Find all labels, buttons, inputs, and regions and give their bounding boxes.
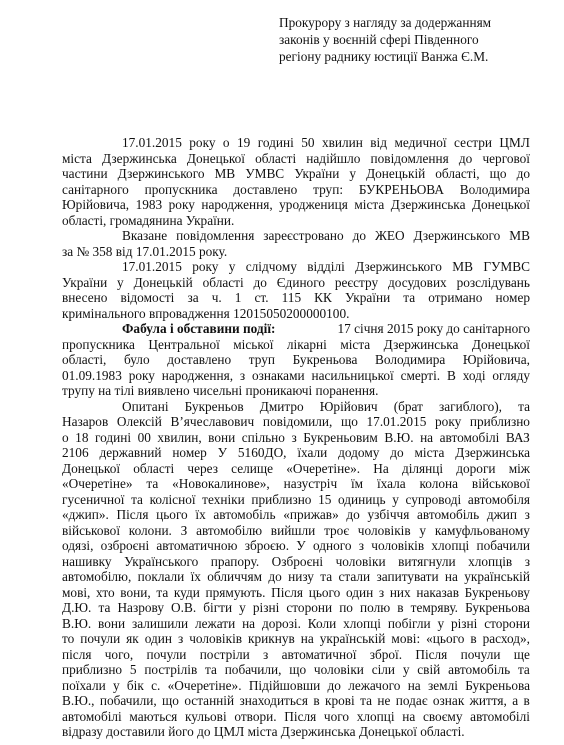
text-line: Вказане повідомлення зареєстровано до ЖЕО Дзержинського МВ bbox=[122, 228, 530, 243]
paragraph-testimony bbox=[62, 399, 530, 740]
text-line: Донецької області через селище «Очеретіне». На ділянці дороги між bbox=[62, 460, 530, 476]
text-line: внесено відомості за ч. 1 ст. 115 КК України та отримано номер bbox=[62, 290, 530, 305]
text-line: «джип». Після цього їх автомобіль «прижав» до узбіччя автомобіль джип з bbox=[62, 507, 530, 522]
text-line: автомобілі маються кульові отвори. Після чого хлопці на своєму автомобілі bbox=[62, 708, 530, 724]
addressee-line: законів у воєнній сфері Південного bbox=[279, 32, 479, 47]
addressee-line: Прокурору з нагляду за додержанням bbox=[279, 15, 492, 30]
text-line: «Очеретіне» та «Новокалинове», назустріч їм їхала колона військової bbox=[62, 476, 530, 491]
text-line: за № 358 від 17.01.2015 року. bbox=[62, 243, 228, 259]
text-line: міста Дзержинська Донецької області надійшло повідомлення до чергової bbox=[62, 150, 530, 166]
text-line: України у Донецькій області до Єдиного реєстру досудових розслідувань bbox=[62, 274, 530, 290]
text-line: військової колони. З автомобілю вийшли троє чоловіків у камуфльованому bbox=[62, 522, 530, 538]
addressee-line: регіону раднику юстиції Ванжа Є.М. bbox=[279, 49, 489, 64]
text-line: Опитані Букреньов Дмитро Юрійович (брат загиблого), та bbox=[122, 398, 530, 414]
text-line: області, було доставлено труп Букреньова Володимира Юрійовича, bbox=[62, 352, 530, 367]
text-line: нашивку Українського прапору. Озброєні чоловіки витягнули хлопців з bbox=[62, 553, 530, 569]
text-line: о 18 годині 00 хвилин, вони спільно з Букреньовим В.Ю. на автомобілі ВАЗ bbox=[62, 429, 530, 445]
paragraph-report bbox=[62, 135, 530, 228]
text-line: то почули як один з чоловіків крикнув на українській мові: «цього в расход», bbox=[62, 631, 530, 646]
text-line: В.Ю. вони залишили лежати на дорозі. Коли хлопці побігли у різні сторони bbox=[62, 615, 530, 631]
text-line: В.Ю., побачили, що останній знаходиться в крові та не подає ознак життя, а в bbox=[62, 693, 530, 708]
text-line: приблизно 5 пострілів та побачили, що чоловіки сіли у свій автомобіль та bbox=[62, 662, 530, 677]
text-line: трупу на тілі виявлено чисельні проникаючі поранення. bbox=[62, 383, 379, 398]
text-line: частини Дзержинського МВ УМВС України у Донецькій області, що до bbox=[62, 166, 530, 181]
paragraph-circumstances bbox=[62, 321, 530, 399]
text-line: санітарного пропускника доставлено труп: БУКРЕНЬОВА Володимира bbox=[62, 181, 530, 197]
paragraph-register-entry bbox=[62, 259, 530, 321]
text-line: Фабула і обставини події: 17 січня 2015 року до санітарного bbox=[122, 321, 530, 336]
text-line: Назаров Олексій В’ячеславович повідомили, що 17.01.2015 року приблизно bbox=[62, 414, 530, 429]
text-line: Юрійовича, 1983 року народження, уроджениця міста Дзержинська Донецької bbox=[62, 197, 530, 212]
text-line: одязі, озброєні автоматичною зброєю. У одного з чоловіків хлопці побачили bbox=[62, 538, 530, 553]
text-line: 17.01.2015 року у слідчому відділі Дзержинського МВ ГУМВС bbox=[122, 259, 530, 274]
text-line: після чого, почули постріли з автоматичної зброї. Після почули ще bbox=[62, 646, 530, 662]
addressee-block bbox=[279, 14, 549, 65]
text-line: кримінального впровадження 12015050200000100. bbox=[62, 305, 350, 321]
text-line: 2106 державний номер У 5160ДО, їхали додому до міста Дзержинська bbox=[62, 445, 530, 460]
text-line: 01.09.1983 року народження, з ознаками насильницької смерті. В ході огляду bbox=[62, 367, 530, 383]
paragraph-registration bbox=[62, 228, 530, 259]
text-line: відразу доставили його до ЦМЛ міста Дзержинська Донецької області. bbox=[62, 724, 465, 739]
text-line: Д.Ю. та Назрову О.В. бігти у різні сторони по полю в темряву. Букреньова bbox=[62, 600, 530, 615]
text-line: 17.01.2015 року о 19 годині 50 хвилин від медичної сестри ЦМЛ bbox=[122, 135, 530, 150]
text-line: автомобілю, поклали їх обличчям до низу та стали запитувати на українській bbox=[62, 569, 530, 584]
text-line: області, громадянина України. bbox=[62, 212, 235, 228]
circumstances-label: Фабула і обставини події: bbox=[122, 321, 276, 336]
text-line: поїхали у бік с. «Очеретіне». Підійшовши до лежачого на землі Букреньова bbox=[62, 677, 530, 693]
text-line: пропускника Центральної міської лікарні міста Дзержинська Донецької bbox=[62, 336, 530, 352]
text-line: мові, хто вони, та куди прямують. Після цього один з них наказав Букреньову bbox=[62, 584, 530, 600]
document-body bbox=[62, 135, 530, 740]
text-line: гусеничної та колісної техніки приблизно 15 одиниць у супроводі автомобіля bbox=[62, 491, 530, 507]
